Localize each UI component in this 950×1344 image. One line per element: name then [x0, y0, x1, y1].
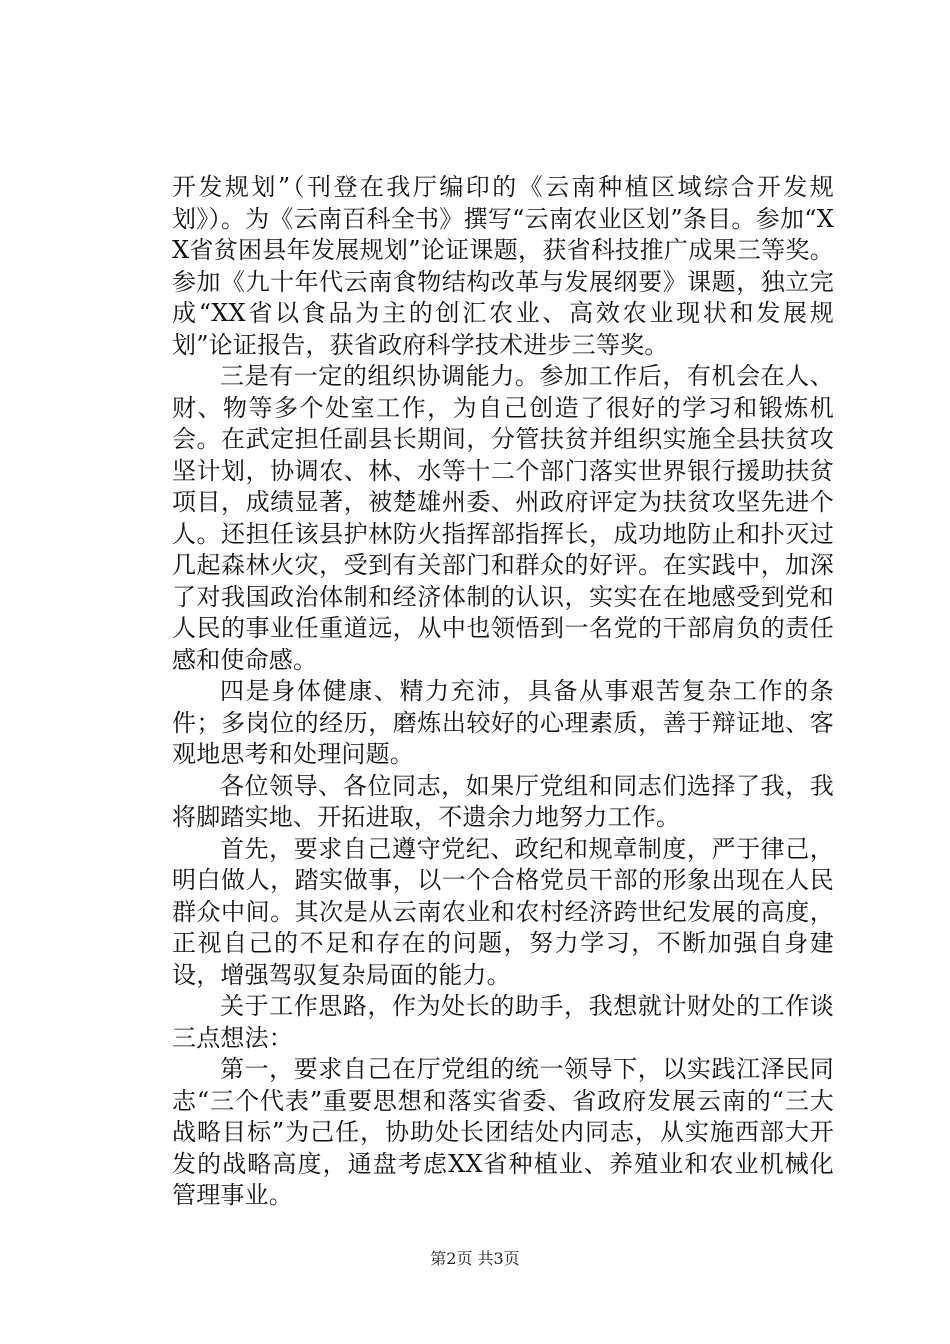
paragraph-2: 三是有一定的组织协调能力。参加工作后，有机会在人、财、物等多个处室工作，为自己创造了很好的学习和锻炼机会。在武定担任副县长期间，分管扶贫并组织实施全县扶贫攻坚计划，协调农、林、水等十二个部门落实世界银行援助扶贫项目，成绩显著，被楚雄州委、州政府评定为扶贫攻坚先进个人。还担任该县护林防火指挥部指挥长，成功地防止和扑灭过几起森林火灾，受到有关部门和群众的好评。在实践中，加深了对我国政治体制和经济体制的认识，实实在在地感受到党和人民的事业任重道远，从中也领悟到一名党的干部肩负的责任感和使命感。: [172, 362, 834, 674]
page-number-indicator: 第2页 共3页: [430, 1249, 520, 1268]
paragraph-5: 首先，要求自己遵守党纪、政纪和规章制度，严于律己，明白做人，踏实做事，以一个合格党员干部的形象出现在人民群众中间。其次是从云南农业和农村经济跨世纪发展的高度，正视自己的不足和存在的问题，努力学习，不断加强自身建设，增强驾驭复杂局面的能力。: [172, 834, 834, 989]
document-body: [172, 172, 834, 1212]
paragraph-3: 四是身体健康、精力充沛，具备从事艰苦复杂工作的条件；多岗位的经历，磨炼出较好的心理素质，善于辩证地、客观地思考和处理问题。: [172, 677, 834, 768]
paragraph-4: 各位领导、各位同志，如果厅党组和同志们选择了我，我将脚踏实地、开拓进取，不遗余力地努力工作。: [172, 771, 834, 831]
paragraph-7: 第一，要求自己在厅党组的统一领导下，以实践江泽民同志“三个代表”重要思想和落实省委、省政府发展云南的“三大战略目标”为己任，协助处长团结处内同志，从实施西部大开发的战略高度，通盘考虑XX省种植业、养殖业和农业机械化管理事业。: [172, 1055, 834, 1209]
paragraph-1: 开发规划”（刊登在我厅编印的《云南种植区域综合开发规划》）。为《云南百科全书》撰写“云南农业区划”条目。参加“XX省贫困县年发展规划”论证课题，获省科技推广成果三等奖。参加《九十年代云南食物结构改革与发展纲要》课题，独立完成“XX省以食品为主的创汇农业、高效农业现状和发展规划”论证报告，获省政府科学技术进步三等奖。: [172, 173, 834, 359]
paragraph-6: 关于工作思路，作为处长的助手，我想就计财处的工作谈三点想法：: [172, 992, 834, 1052]
page-footer: [0, 1249, 950, 1269]
